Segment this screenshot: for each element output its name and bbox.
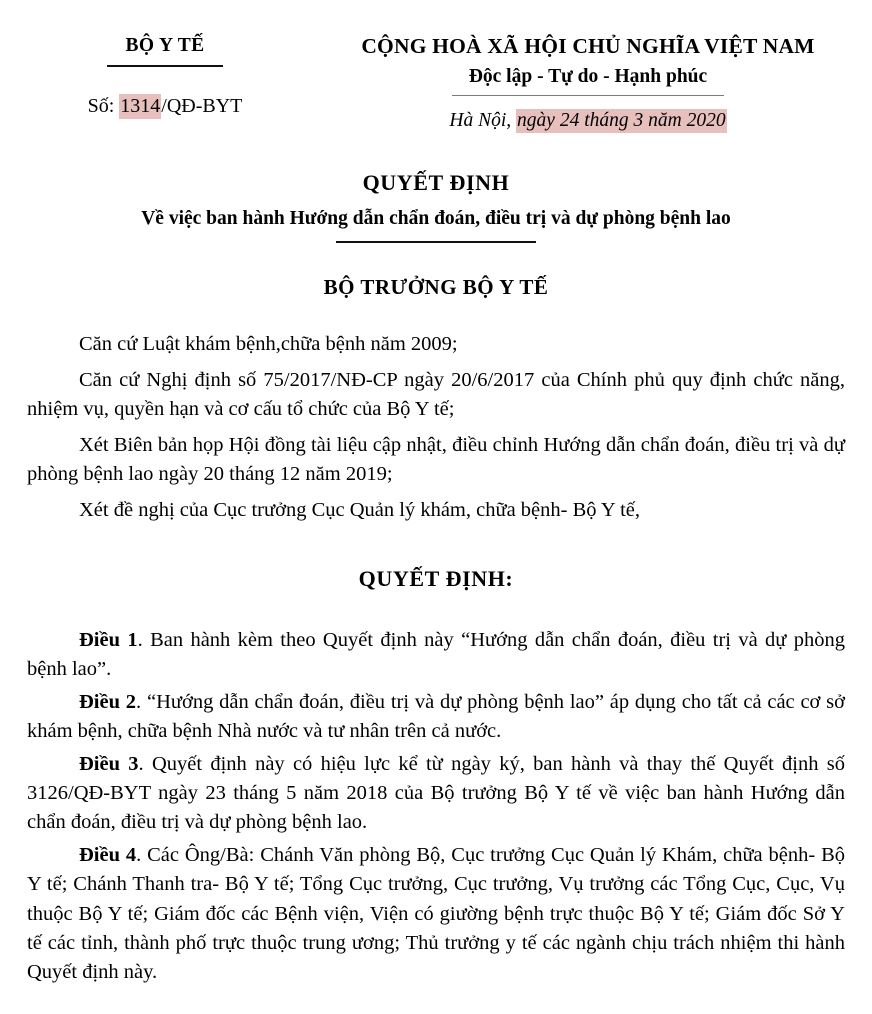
preamble-paragraph: Căn cứ Nghị định số 75/2017/NĐ-CP ngày 20/6/2017 của Chính phủ quy định chức năng, nhiệm vụ, quyền hạn và cơ cấu tổ chức của Bộ Y tế; — [27, 368, 845, 421]
article-label: Điều 2 — [79, 690, 137, 713]
article-paragraph — [27, 626, 845, 684]
preamble-paragraph: Căn cứ Luật khám bệnh,chữa bệnh năm 2009; — [79, 332, 458, 355]
article-text: . Quyết định này có hiệu lực kể từ ngày ký, ban hành và thay thế Quyết định số 3126/QĐ-BYT ngày 23 tháng 5 năm 2018 của Bộ trưởng Bộ Y tế về việc ban hành Hướng dẫn chẩn đoán, điều trị và dự phòng bệnh lao. — [27, 752, 846, 834]
motto-underline-rule — [452, 95, 724, 96]
preamble-paragraph: Xét đề nghị của Cục trưởng Cục Quản lý khám, chữa bệnh- Bộ Y tế, — [79, 499, 640, 522]
decide-heading: QUYẾT ĐỊNH: — [358, 565, 514, 591]
ministry-underline-rule — [107, 65, 223, 67]
issuing-ministry-name: BỘ Y TẾ — [125, 35, 205, 56]
place-name: Hà Nội, — [449, 110, 517, 132]
articles-section — [27, 626, 845, 987]
title-block — [0, 170, 872, 243]
document-number-prefix: Số: — [87, 95, 120, 118]
national-motto: Độc lập - Tự do - Hạnh phúc — [468, 65, 708, 87]
preamble-section — [27, 330, 845, 526]
preamble-paragraph: Xét Biên bản họp Hội đồng tài liệu cập nhật, điều chỉnh Hướng dẫn chẩn đoán, điều trị và dự phòng bệnh lao ngày 20 tháng 12 năm 2019; — [27, 434, 845, 486]
document-header — [0, 0, 872, 134]
article-text: . Các Ông/Bà: Chánh Văn phòng Bộ, Cục trưởng Cục Quản lý Khám, chữa bệnh- Bộ Y tế; Chánh Thanh tra- Bộ Y tế; Tổng Cục trưởng, Cục trưởng, Vụ trưởng các Tổng Cục, Cục, Vụ thuộc Bộ Y tế; Giám đốc các Bệnh viện, Viện có giường bệnh trực thuộc Bộ Y tế; Giám đốc Sở Y tế các tỉnh, thành phố trực thuộc trung ương; Thủ trưởng y tế các ngành chịu trách nhiệm thi hành Quyết định này. — [27, 844, 845, 983]
article-text: . Ban hành kèm theo Quyết định này “Hướng dẫn chẩn đoán, điều trị và dự phòng bệnh lao”. — [27, 628, 846, 680]
header-left-column — [0, 34, 330, 119]
place-and-date — [330, 108, 846, 133]
header-right-column — [330, 34, 872, 134]
article-paragraph — [27, 688, 845, 746]
issue-date: ngày 24 tháng 3 năm 2020 — [517, 110, 726, 132]
document-number-suffix: /QĐ-BYT — [161, 95, 243, 118]
document-subject-heading: Về việc ban hành Hướng dẫn chẩn đoán, điều trị và dự phòng bệnh lao — [141, 207, 731, 229]
issuer-heading: BỘ TRƯỞNG BỘ Y TẾ — [323, 274, 549, 299]
article-paragraph — [27, 750, 845, 837]
article-text: . “Hướng dẫn chẩn đoán, điều trị và dự phòng bệnh lao” áp dụng cho tất cả các cơ sở khám bệnh, chữa bệnh Nhà nước và tư nhân trên cả nước. — [27, 690, 846, 742]
document-number-value: 1314 — [120, 95, 161, 118]
nation-name: CỘNG HOÀ XÃ HỘI CHỦ NGHĨA VIỆT NAM — [361, 34, 815, 58]
document-number — [0, 93, 330, 119]
article-label: Điều 1 — [79, 628, 138, 651]
title-underline-rule — [336, 241, 536, 243]
document-type-heading: QUYẾT ĐỊNH — [362, 169, 510, 195]
article-label: Điều 4 — [79, 844, 137, 867]
article-paragraph — [27, 841, 845, 987]
article-label: Điều 3 — [79, 752, 139, 775]
